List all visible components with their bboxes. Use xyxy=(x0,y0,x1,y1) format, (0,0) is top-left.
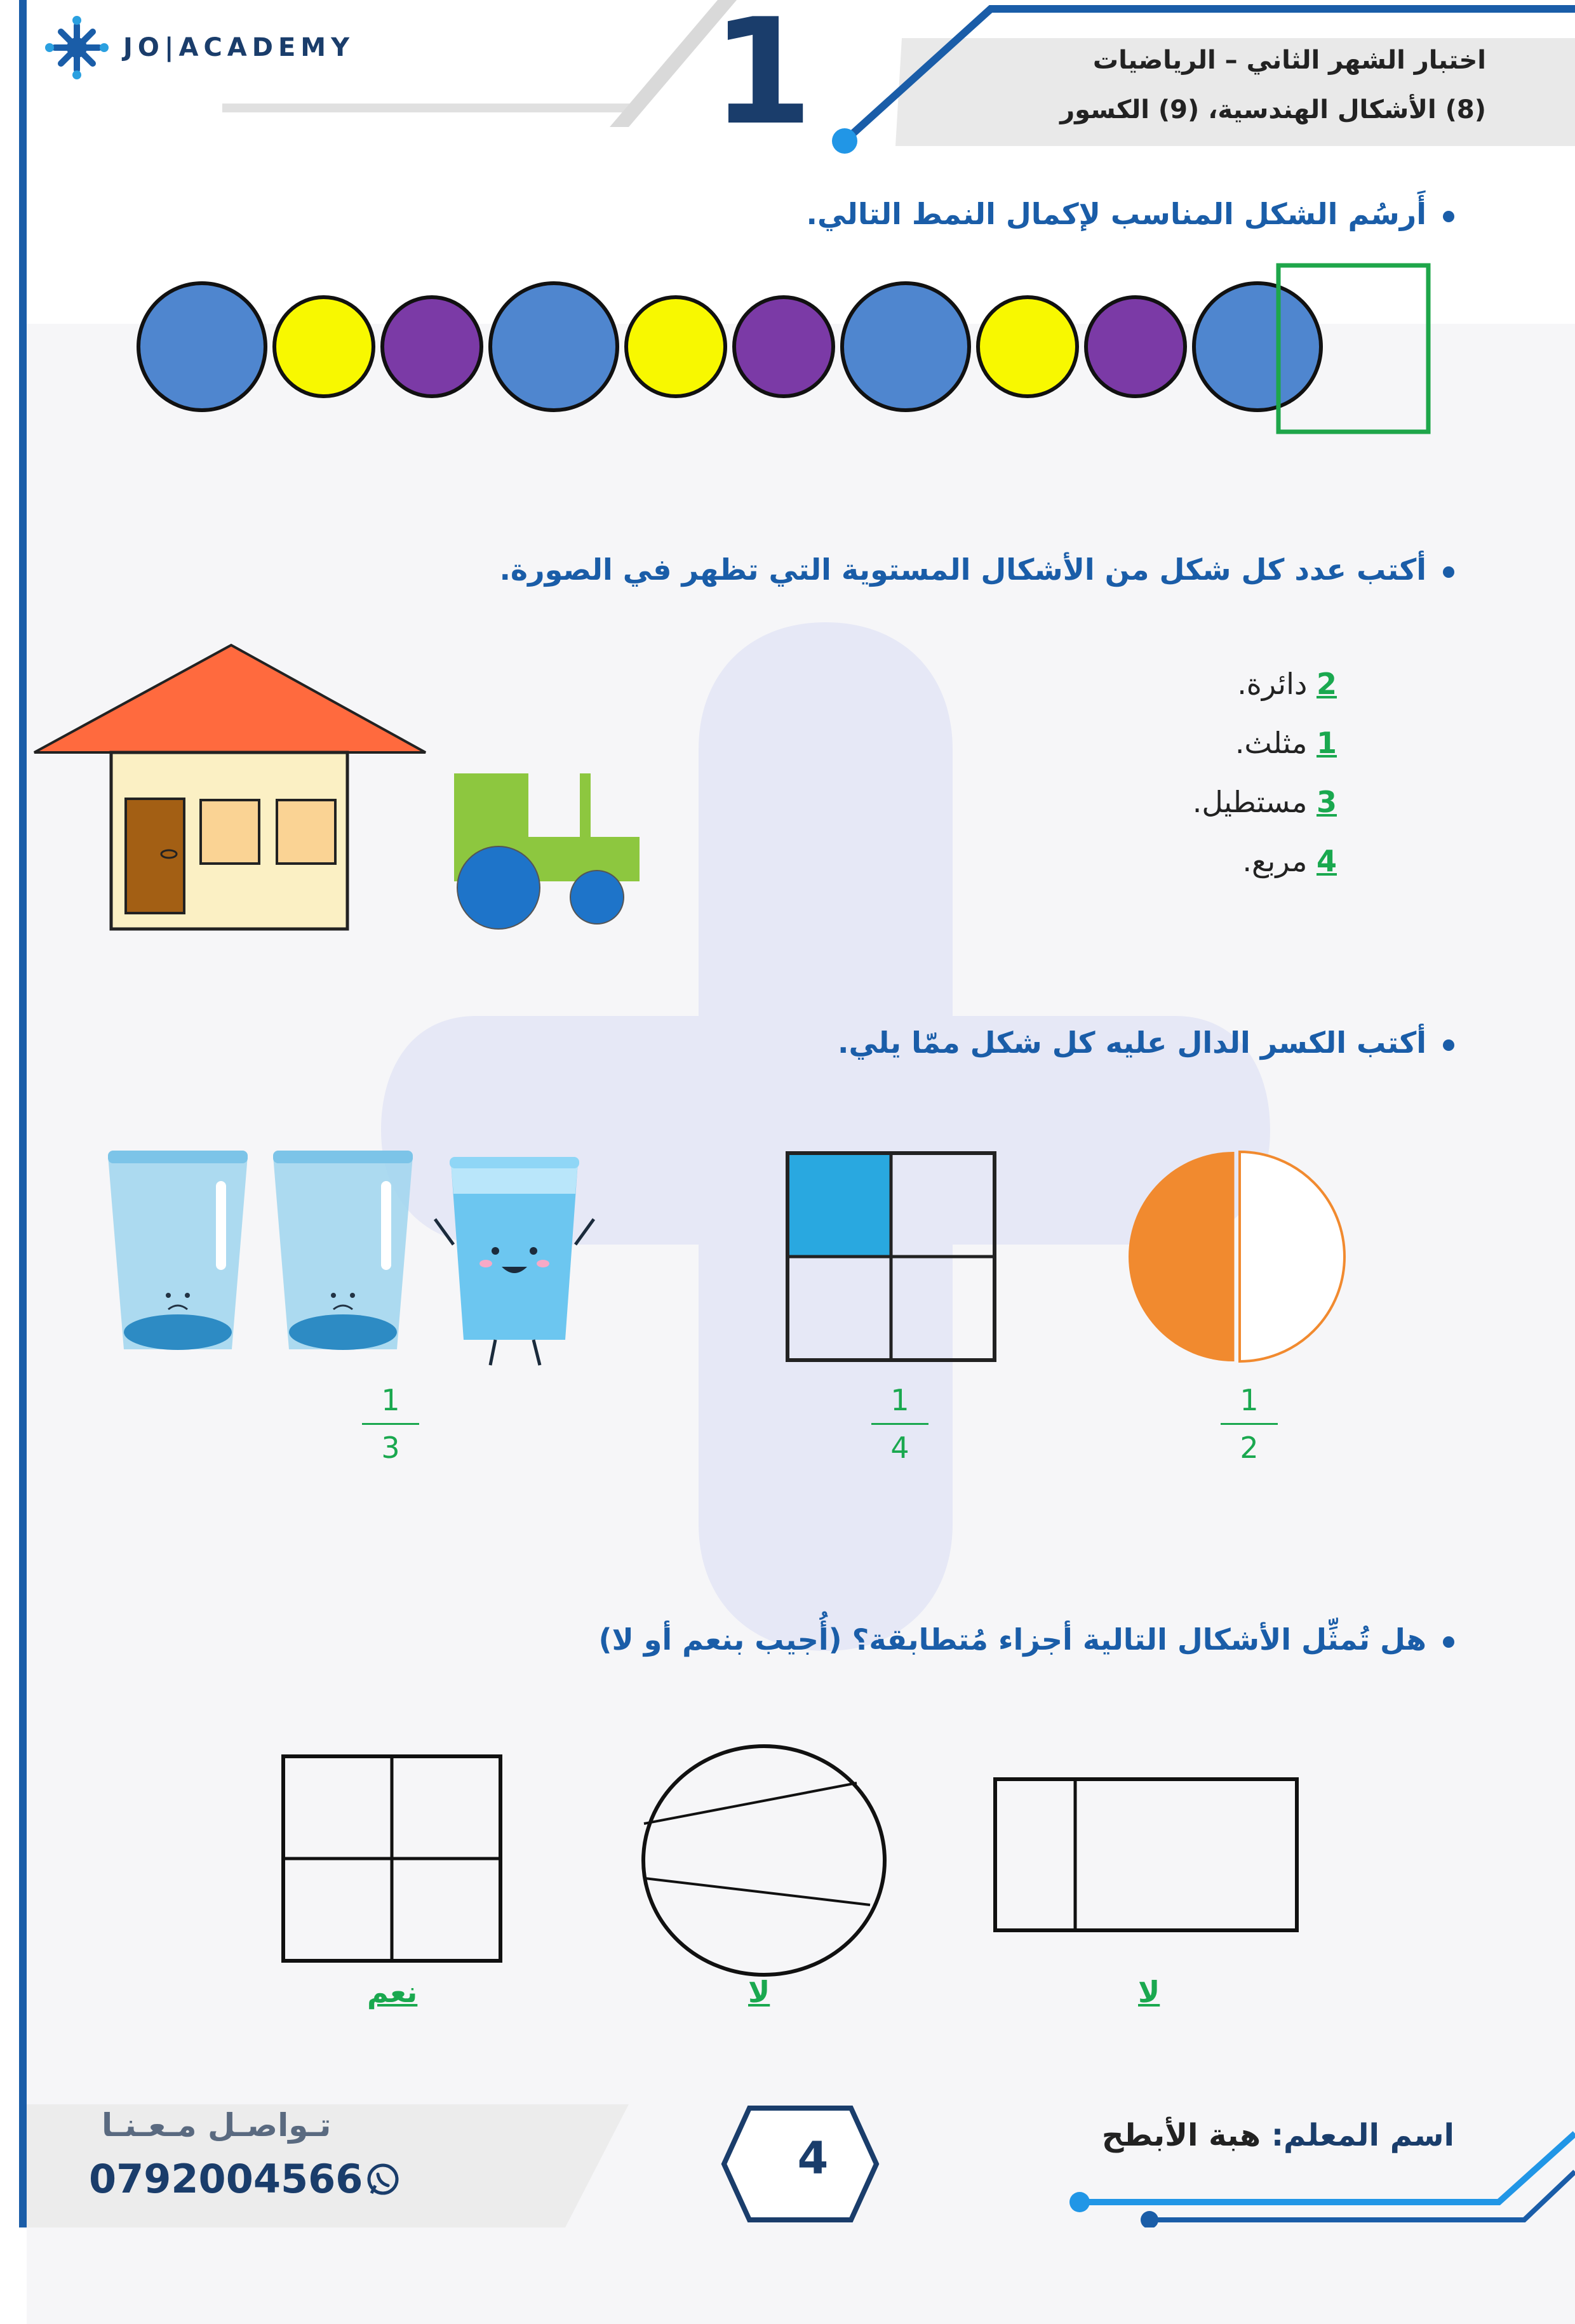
pattern-circle-blue xyxy=(138,283,265,410)
pattern-row xyxy=(127,254,1448,444)
pattern-circle-purple xyxy=(382,297,481,396)
rect-unequal-parts xyxy=(995,1779,1297,1930)
contact-label: تـواصـل مـعـنـا xyxy=(102,2107,332,2144)
question-1-text: أَرسُم الشكل المناسب لإكمال النمط التالي. xyxy=(806,197,1426,231)
pattern-circle-blue xyxy=(490,283,617,410)
header-title-2: (8) الأشكال الهندسية، (9) الكسور xyxy=(1060,95,1486,124)
teacher-name xyxy=(1102,2118,1454,2153)
count-rectangle: 3 مستطيل. xyxy=(1192,785,1337,819)
question-3 xyxy=(838,1025,1454,1060)
answer-shape-3: لا xyxy=(1138,1975,1160,2009)
teacher-label: اسم المعلم: xyxy=(1271,2118,1454,2153)
whatsapp-icon xyxy=(365,2161,401,2197)
question-3-text: أكتب الكسر الدال عليه كل شكل ممّا يلي. xyxy=(838,1025,1426,1060)
count-triangle: 1 مثلث. xyxy=(1235,726,1337,760)
phone-number[interactable] xyxy=(89,2156,401,2202)
academy-emblem-icon xyxy=(42,13,112,83)
shape-count-list xyxy=(956,667,1337,903)
count-circle: 2 دائرة. xyxy=(1237,667,1337,701)
full-glass xyxy=(435,1157,594,1365)
left-margin-bar xyxy=(19,0,27,2227)
glasses-picture xyxy=(102,1143,597,1372)
pattern-circle-purple xyxy=(734,297,833,396)
pattern-circle-yellow xyxy=(274,297,373,396)
square-quarters xyxy=(785,1151,997,1363)
question-4-text: هل تُمثِّل الأشكال التالية أجزاء مُتطابقة؟ (أُجيب بنعم أو لا) xyxy=(598,1622,1426,1657)
big-test-number: 1 xyxy=(711,0,814,157)
question-2 xyxy=(499,552,1454,587)
toy-train-picture xyxy=(445,762,648,933)
empty-glass-2 xyxy=(273,1151,413,1350)
house-picture xyxy=(32,641,432,933)
pattern-circle-blue xyxy=(1194,283,1321,410)
count-square: 4 مربع. xyxy=(1242,844,1337,878)
circle-unequal-parts xyxy=(643,1746,885,1975)
answer-shape-1: نعم xyxy=(367,1975,418,2009)
jo-academy-logo xyxy=(42,25,354,70)
question-4 xyxy=(598,1622,1454,1657)
logo-text: JO|ACADEMY xyxy=(123,33,355,62)
pattern-circle-yellow xyxy=(626,297,725,396)
bullet-icon xyxy=(1443,1039,1454,1051)
teacher-name-value: هبة الأبطح xyxy=(1101,2118,1261,2153)
question-1 xyxy=(807,197,1454,231)
pattern-circle-blue xyxy=(842,283,969,410)
answer-shape-2: لا xyxy=(748,1975,770,2009)
circle-halves xyxy=(1124,1149,1349,1365)
empty-glass-1 xyxy=(108,1151,248,1350)
fraction-circle: 1 2 xyxy=(1221,1381,1278,1467)
phone-text: 0792004566 xyxy=(89,2156,363,2202)
fraction-square: 1 4 xyxy=(871,1381,928,1467)
pattern-circle-yellow xyxy=(978,297,1077,396)
fraction-glasses: 1 3 xyxy=(362,1381,419,1467)
page-number: 4 xyxy=(797,2132,829,2184)
bullet-icon xyxy=(1443,1636,1454,1648)
pattern-circle-purple xyxy=(1086,297,1185,396)
shapes-congruence xyxy=(273,1740,1340,1981)
header-title-1: اختبار الشهر الثاني – الرياضيات xyxy=(1092,46,1486,75)
question-2-text: أكتب عدد كل شكل من الأشكال المستوية التي تظهر في الصورة. xyxy=(499,552,1426,587)
bullet-icon xyxy=(1443,566,1454,578)
rect-four-equal xyxy=(283,1756,500,1961)
bullet-icon xyxy=(1443,211,1454,222)
